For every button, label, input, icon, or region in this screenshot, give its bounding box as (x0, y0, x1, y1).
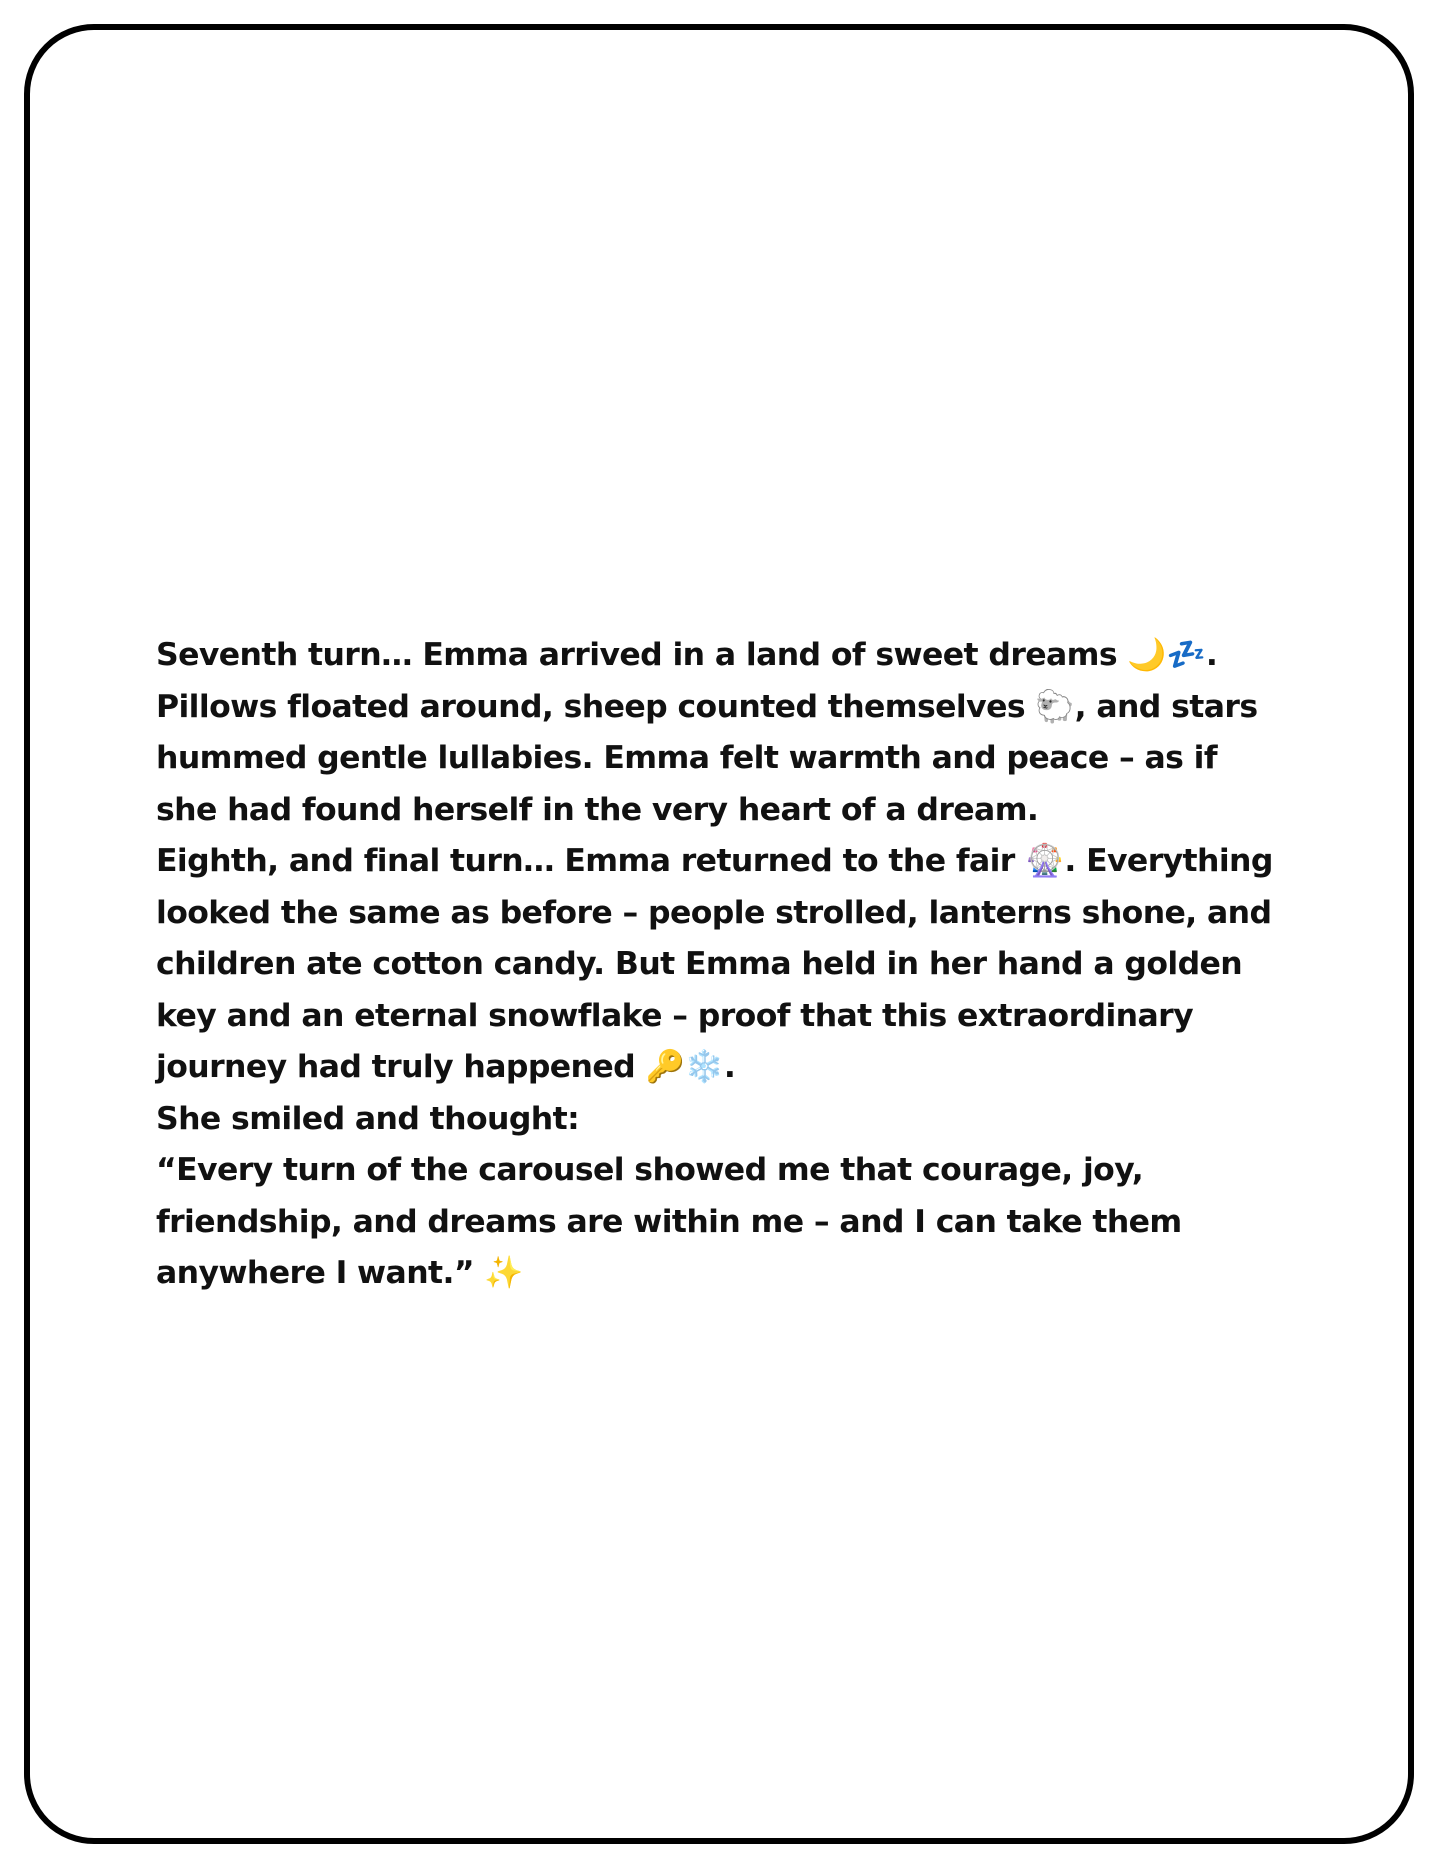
key-snowflake-icon: 🔑❄️ (645, 1049, 724, 1085)
page-frame (24, 24, 1414, 1844)
sheep-icon: 🐑 (1035, 688, 1075, 725)
story-line-7: children ate cotton candy. But Emma held in her hand a golden (156, 946, 1243, 982)
story-line-3: hummed gentle lullabies. Emma felt warmth and peace – as if (156, 740, 1217, 776)
story-line-12: friendship, and dreams are within me – and I can take them (156, 1203, 1182, 1240)
sparkles-icon: ✨ (484, 1255, 524, 1291)
story-line-4: she had found herself in the very heart of a dream. (156, 791, 1039, 828)
moon-sleep-icon: 🌙💤 (1127, 637, 1206, 673)
story-line-10: She smiled and thought: (156, 1100, 580, 1137)
story-line-9: journey had truly happened 🔑❄️. (156, 1042, 1366, 1094)
ferris-wheel-icon: 🎡 (1025, 843, 1065, 879)
story-text-block (156, 630, 1366, 1300)
story-line-5: Eighth, and final turn… Emma returned to the fair 🎡. Everything (156, 836, 1366, 888)
story-line-8: key and an eternal snowflake – proof that this extraordinary (156, 997, 1193, 1034)
story-line-6: looked the same as before – people strolled, lanterns shone, and (156, 894, 1272, 931)
story-line-1: Seventh turn… Emma arrived in a land of sweet dreams 🌙💤. (156, 630, 1366, 682)
story-line-11: “Every turn of the carousel showed me that courage, joy, (156, 1152, 1144, 1188)
story-line-13: anywhere I want.” ✨ (156, 1248, 1366, 1300)
story-line-2: Pillows floated around, sheep counted themselves 🐑, and stars (156, 682, 1366, 734)
